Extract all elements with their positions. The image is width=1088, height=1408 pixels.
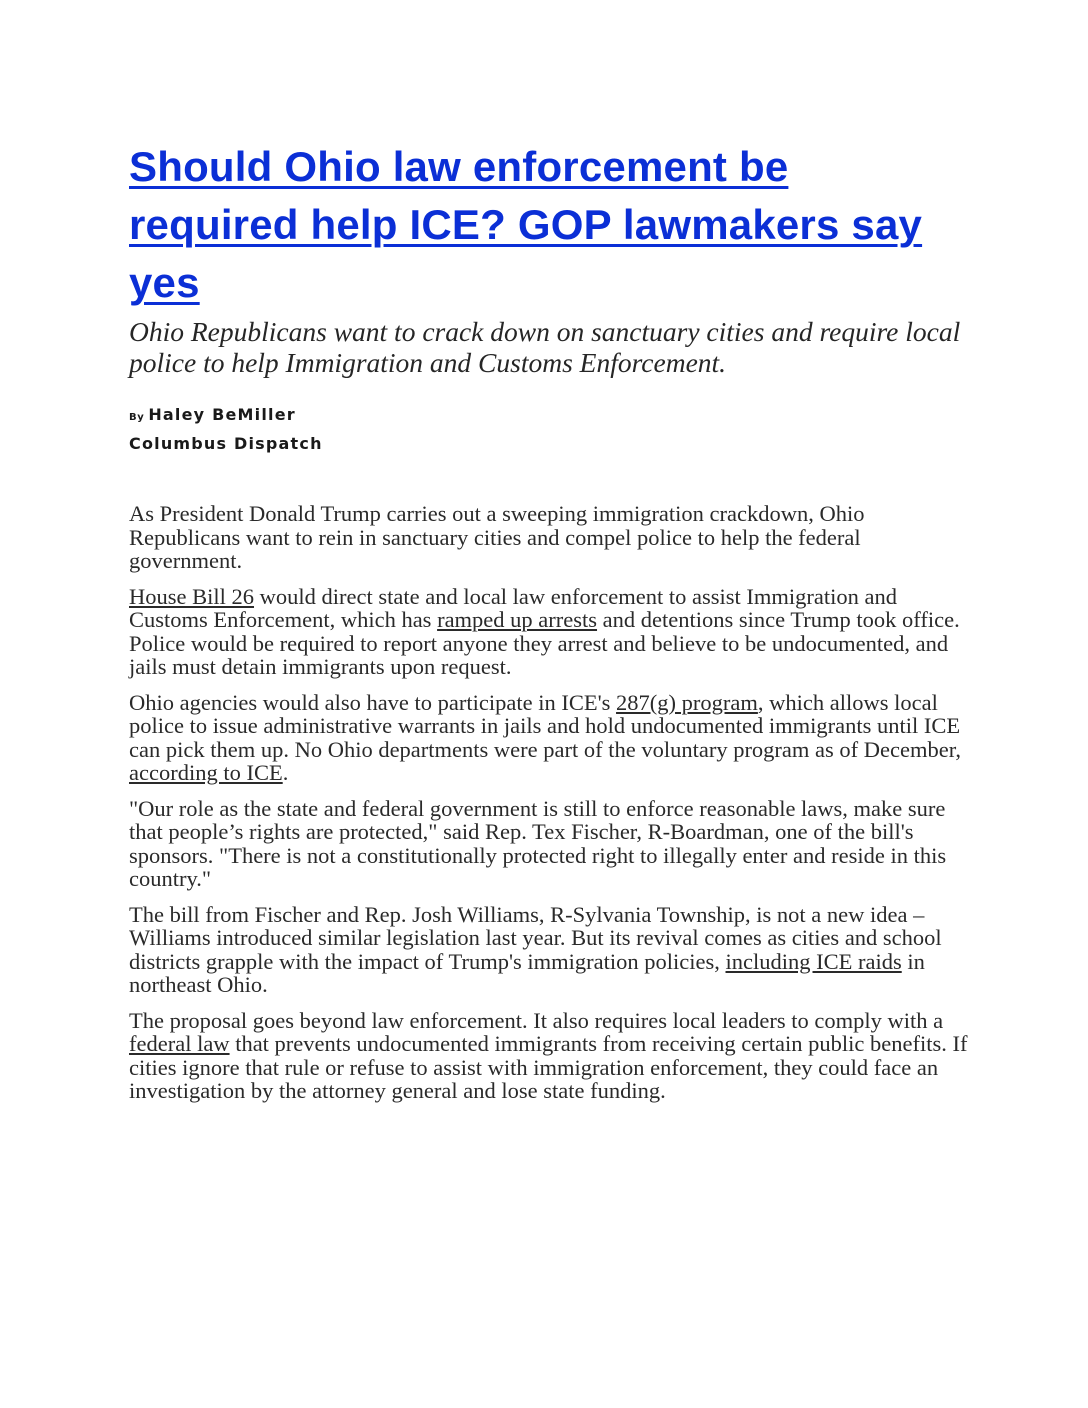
- article-headline: [129, 138, 969, 312]
- paragraph-text: "Our role as the state and federal government is still to enforce reasonable laws, make sure that people’s rights are protected," said Rep. Tex Fischer, R-Boardman, one of the bill's sponsors. "There is not a constitutionally protected right to illegally enter and reside in this country.": [129, 795, 947, 891]
- paragraph-text: The bill from Fischer and Rep. Josh Williams, R-Sylvania Township, is not a new idea – Williams introduced similar legislation last year. But its revival comes as cities and school districts grapple with the impact of Trump's immigration policies,: [129, 901, 942, 974]
- 287g-program-link[interactable]: 287(g) program: [616, 689, 758, 715]
- including-ice-raids-link[interactable]: including ICE raids: [725, 948, 902, 974]
- federal-law-link[interactable]: federal law: [129, 1031, 230, 1056]
- paragraph-text: The proposal goes beyond law enforcement. It also requires local leaders to comply with a: [129, 1007, 944, 1033]
- headline-link[interactable]: Should Ohio law enforcement be required help ICE? GOP lawmakers say yes: [129, 143, 923, 306]
- ramped-up-arrests-link[interactable]: ramped up arrests: [437, 607, 598, 632]
- article-body: [129, 502, 969, 1103]
- paragraph-text: would direct state and local law enforcement to assist Immigration and Customs Enforcement, which has: [129, 583, 897, 632]
- paragraph-text: .: [282, 760, 289, 785]
- paragraph-4: [129, 797, 969, 891]
- byline-author-row: [129, 402, 969, 431]
- outlet-name: Columbus Dispatch: [129, 434, 323, 453]
- paragraph-text: and detentions since Trump took office. Police would be required to report anyone they arrest and believe to be undocumented, and jails must detain immigrants upon request.: [129, 607, 960, 679]
- paragraph-text: , which allows local police to issue administrative warrants in jails and hold undocumented immigrants until ICE can pick them up. No Ohio departments were part of the voluntary program as of December,: [129, 689, 961, 762]
- article: [129, 138, 969, 1115]
- byline: [129, 402, 969, 457]
- paragraph-text: in northeast Ohio.: [129, 948, 925, 997]
- paragraph-3: [129, 691, 969, 785]
- paragraph-2: [129, 585, 969, 679]
- house-bill-26-link[interactable]: House Bill 26: [129, 583, 255, 609]
- paragraph-5: [129, 903, 969, 997]
- paragraph-text: As President Donald Trump carries out a sweeping immigration crackdown, Ohio Republicans want to rein in sanctuary cities and compel police to help the federal government.: [129, 501, 865, 573]
- author-name: Haley BeMiller: [148, 405, 296, 424]
- paragraph-text: that prevents undocumented immigrants from receiving certain public benefits. If cities ignore that rule or refuse to assist with immigration enforcement, they could face an investigation by the attorney general and lose state funding.: [129, 1031, 968, 1103]
- paragraph-1: [129, 502, 969, 573]
- byline-prefix: By: [129, 412, 145, 423]
- paragraph-text: Ohio agencies would also have to participate in ICE's: [129, 689, 617, 715]
- article-subheadline: Ohio Republicans want to crack down on sanctuary cities and require local police to help Immigration and Customs Enforcement.: [129, 316, 961, 378]
- according-to-ice-link[interactable]: according to ICE: [129, 760, 283, 785]
- paragraph-6: [129, 1009, 969, 1103]
